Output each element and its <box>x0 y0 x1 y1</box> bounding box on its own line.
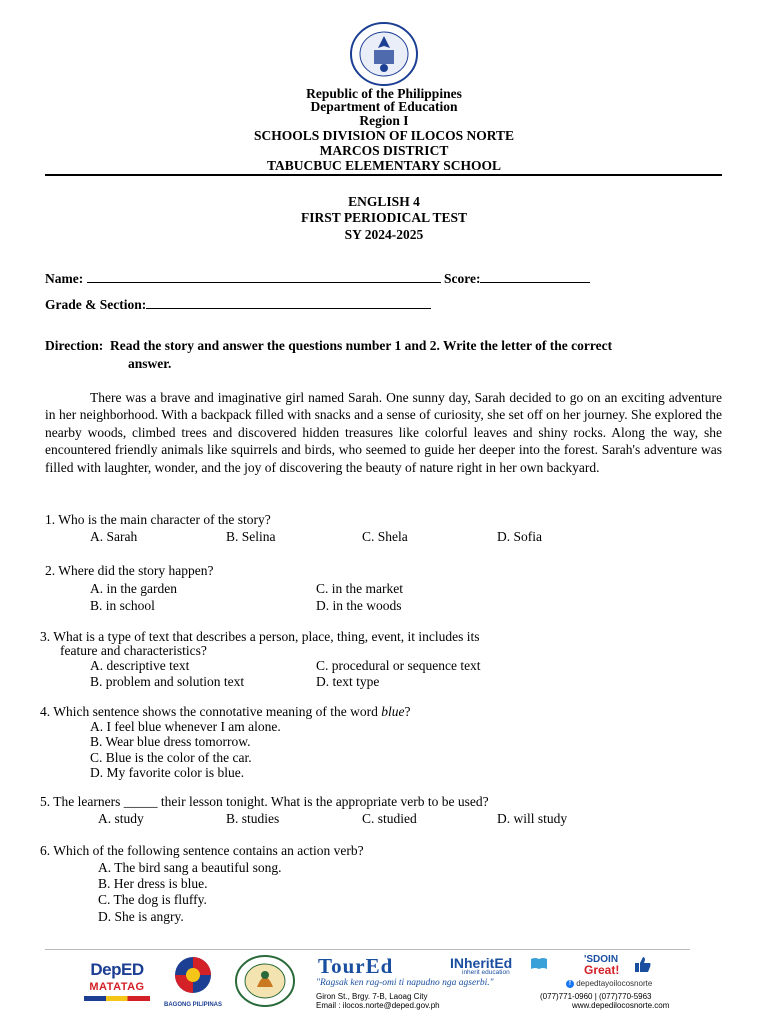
great-text: Great! <box>584 963 620 977</box>
header-department: Department of Education <box>310 99 458 114</box>
header-school: TABUCBUC ELEMENTARY SCHOOL <box>266 158 502 173</box>
q6-option-b[interactable]: B. Her dress is blue. <box>98 876 208 891</box>
deped-logo-text: DepED <box>90 960 144 979</box>
footer-divider <box>45 949 690 950</box>
header-region: Region I <box>359 113 409 128</box>
test-title: FIRST PERIODICAL TEST <box>300 210 468 225</box>
q4-mark: ? <box>404 704 411 719</box>
bagong-pilipinas-logo <box>160 955 226 1008</box>
address-text: Giron St., Brgy. 7-B, Laoag City <box>316 992 428 1001</box>
header-division: SCHOOLS DIVISION OF ILOCOS NORTE <box>253 128 515 143</box>
q3-option-d[interactable]: D. text type <box>316 674 380 689</box>
question-3: 3. What is a type of text that describes a person, place, thing, event, it includes its <box>40 629 480 644</box>
name-field[interactable] <box>45 271 590 287</box>
question-4 <box>40 704 411 720</box>
header-district: MARCOS DISTRICT <box>319 143 449 158</box>
school-year: SY 2024-2025 <box>344 227 424 242</box>
q3-option-a[interactable]: A. descriptive text <box>90 658 190 673</box>
facebook-handle[interactable] <box>566 979 652 989</box>
direction-text: Read the story and answer the questions number 1 and 2. Write the letter of the correct <box>109 338 613 353</box>
q1-option-b[interactable]: B. Selina <box>226 529 276 544</box>
q1-option-c[interactable]: C. Shela <box>362 529 408 544</box>
direction-line-1 <box>45 338 612 354</box>
q2-option-b[interactable]: B. in school <box>90 598 155 613</box>
story-text: There was a brave and imaginative girl named Sarah. One sunny day, Sarah decided to go on an exciting adventure in her neighborhood. With a backpack filled with snacks and a sense of curiosity, she set off on her journey. She explored the nearby woods, climbed trees and discovered hidden treasures like colorful leaves and shiny rocks. Along the way, she encountered friendly animals like squirrels and birds, who seemed to guide her deeper into the forest. Sarah's adventure was filled with laughter, wonder, and the joy of discovering the beauty of nature right in her own backyard. <box>45 390 722 475</box>
matatag-text: MATATAG <box>89 981 145 993</box>
email-text[interactable]: Email : ilocos.norte@deped.gov.ph <box>316 1001 440 1010</box>
subject-title: ENGLISH 4 <box>348 194 420 209</box>
direction-line-2: answer. <box>128 356 172 371</box>
grade-section-label: Grade & Section: <box>45 297 147 312</box>
q6-option-a[interactable]: A. The bird sang a beautiful song. <box>98 860 282 875</box>
name-blank[interactable] <box>87 271 441 283</box>
q4-option-a[interactable]: A. I feel blue whenever I am alone. <box>90 719 281 734</box>
q4-text: 4. Which sentence shows the connotative meaning of the word <box>40 704 382 719</box>
question-3-cont: feature and characteristics? <box>60 643 207 658</box>
phone-text: (077)771-0960 | (077)770-5963 <box>540 992 652 1001</box>
q4-option-c[interactable]: C. Blue is the color of the car. <box>90 750 252 765</box>
q5-option-c[interactable]: C. studied <box>362 811 417 826</box>
matatag-stripe <box>84 996 150 1001</box>
q2-option-a[interactable]: A. in the garden <box>90 581 177 596</box>
inherited-logo: INheritEd <box>450 955 513 971</box>
q6-option-d[interactable]: D. She is angry. <box>98 909 184 924</box>
sdoin-great-logo <box>584 954 619 976</box>
q1-option-d[interactable]: D. Sofia <box>497 529 542 544</box>
score-label: Score: <box>443 271 481 286</box>
toured-logo: TourEd <box>318 954 394 978</box>
grade-section-blank[interactable] <box>146 297 431 309</box>
facebook-handle-text: depedtayoilocosnorte <box>576 979 653 988</box>
deped-matatag-logo <box>84 960 150 1006</box>
question-6: 6. Which of the following sentence contains an action verb? <box>40 843 364 858</box>
q1-option-a[interactable]: A. Sarah <box>90 529 138 544</box>
question-2: 2. Where did the story happen? <box>45 563 214 578</box>
name-label: Name: <box>45 271 84 286</box>
sdoin-text: 'SDOIN <box>584 954 619 965</box>
q6-option-c[interactable]: C. The dog is fluffy. <box>98 892 207 907</box>
q3-option-c[interactable]: C. procedural or sequence text <box>316 658 481 673</box>
toured-tagline: "Ragsak ken rag-omi ti napudno nga agserbi." <box>316 978 494 988</box>
question-1: 1. Who is the main character of the story? <box>45 512 271 527</box>
q5-option-b[interactable]: B. studies <box>226 811 280 826</box>
q4-word: blue <box>381 704 405 719</box>
sun-flag-icon <box>160 955 226 995</box>
division-seal-logo <box>235 955 295 1007</box>
header-republic: Republic of the Philippines <box>306 86 462 101</box>
q5-option-d[interactable]: D. will study <box>497 811 568 826</box>
bagong-pilipinas-text: BAGONG PILIPINAS <box>163 1002 222 1008</box>
thumbs-up-icon <box>634 955 652 973</box>
direction-label: Direction: <box>45 338 104 353</box>
q2-option-c[interactable]: C. in the market <box>316 581 403 596</box>
story-paragraph <box>45 389 722 476</box>
q3-option-b[interactable]: B. problem and solution text <box>90 674 245 689</box>
score-blank[interactable] <box>480 271 590 283</box>
q2-option-d[interactable]: D. in the woods <box>316 598 402 613</box>
q4-option-d[interactable]: D. My favorite color is blue. <box>90 765 245 780</box>
book-icon <box>530 956 548 970</box>
inherited-sub: inherit education <box>462 969 510 976</box>
q5-option-a[interactable]: A. study <box>98 811 144 826</box>
facebook-icon: f <box>566 980 574 988</box>
deped-seal-logo <box>350 22 418 86</box>
q4-option-b[interactable]: B. Wear blue dress tomorrow. <box>90 734 251 749</box>
website-text[interactable]: www.depedilocosnorte.com <box>572 1001 670 1010</box>
question-5: 5. The learners _____ their lesson tonight. What is the appropriate verb to be used? <box>40 794 489 809</box>
header-divider <box>45 174 722 176</box>
grade-section-field[interactable] <box>45 297 431 313</box>
